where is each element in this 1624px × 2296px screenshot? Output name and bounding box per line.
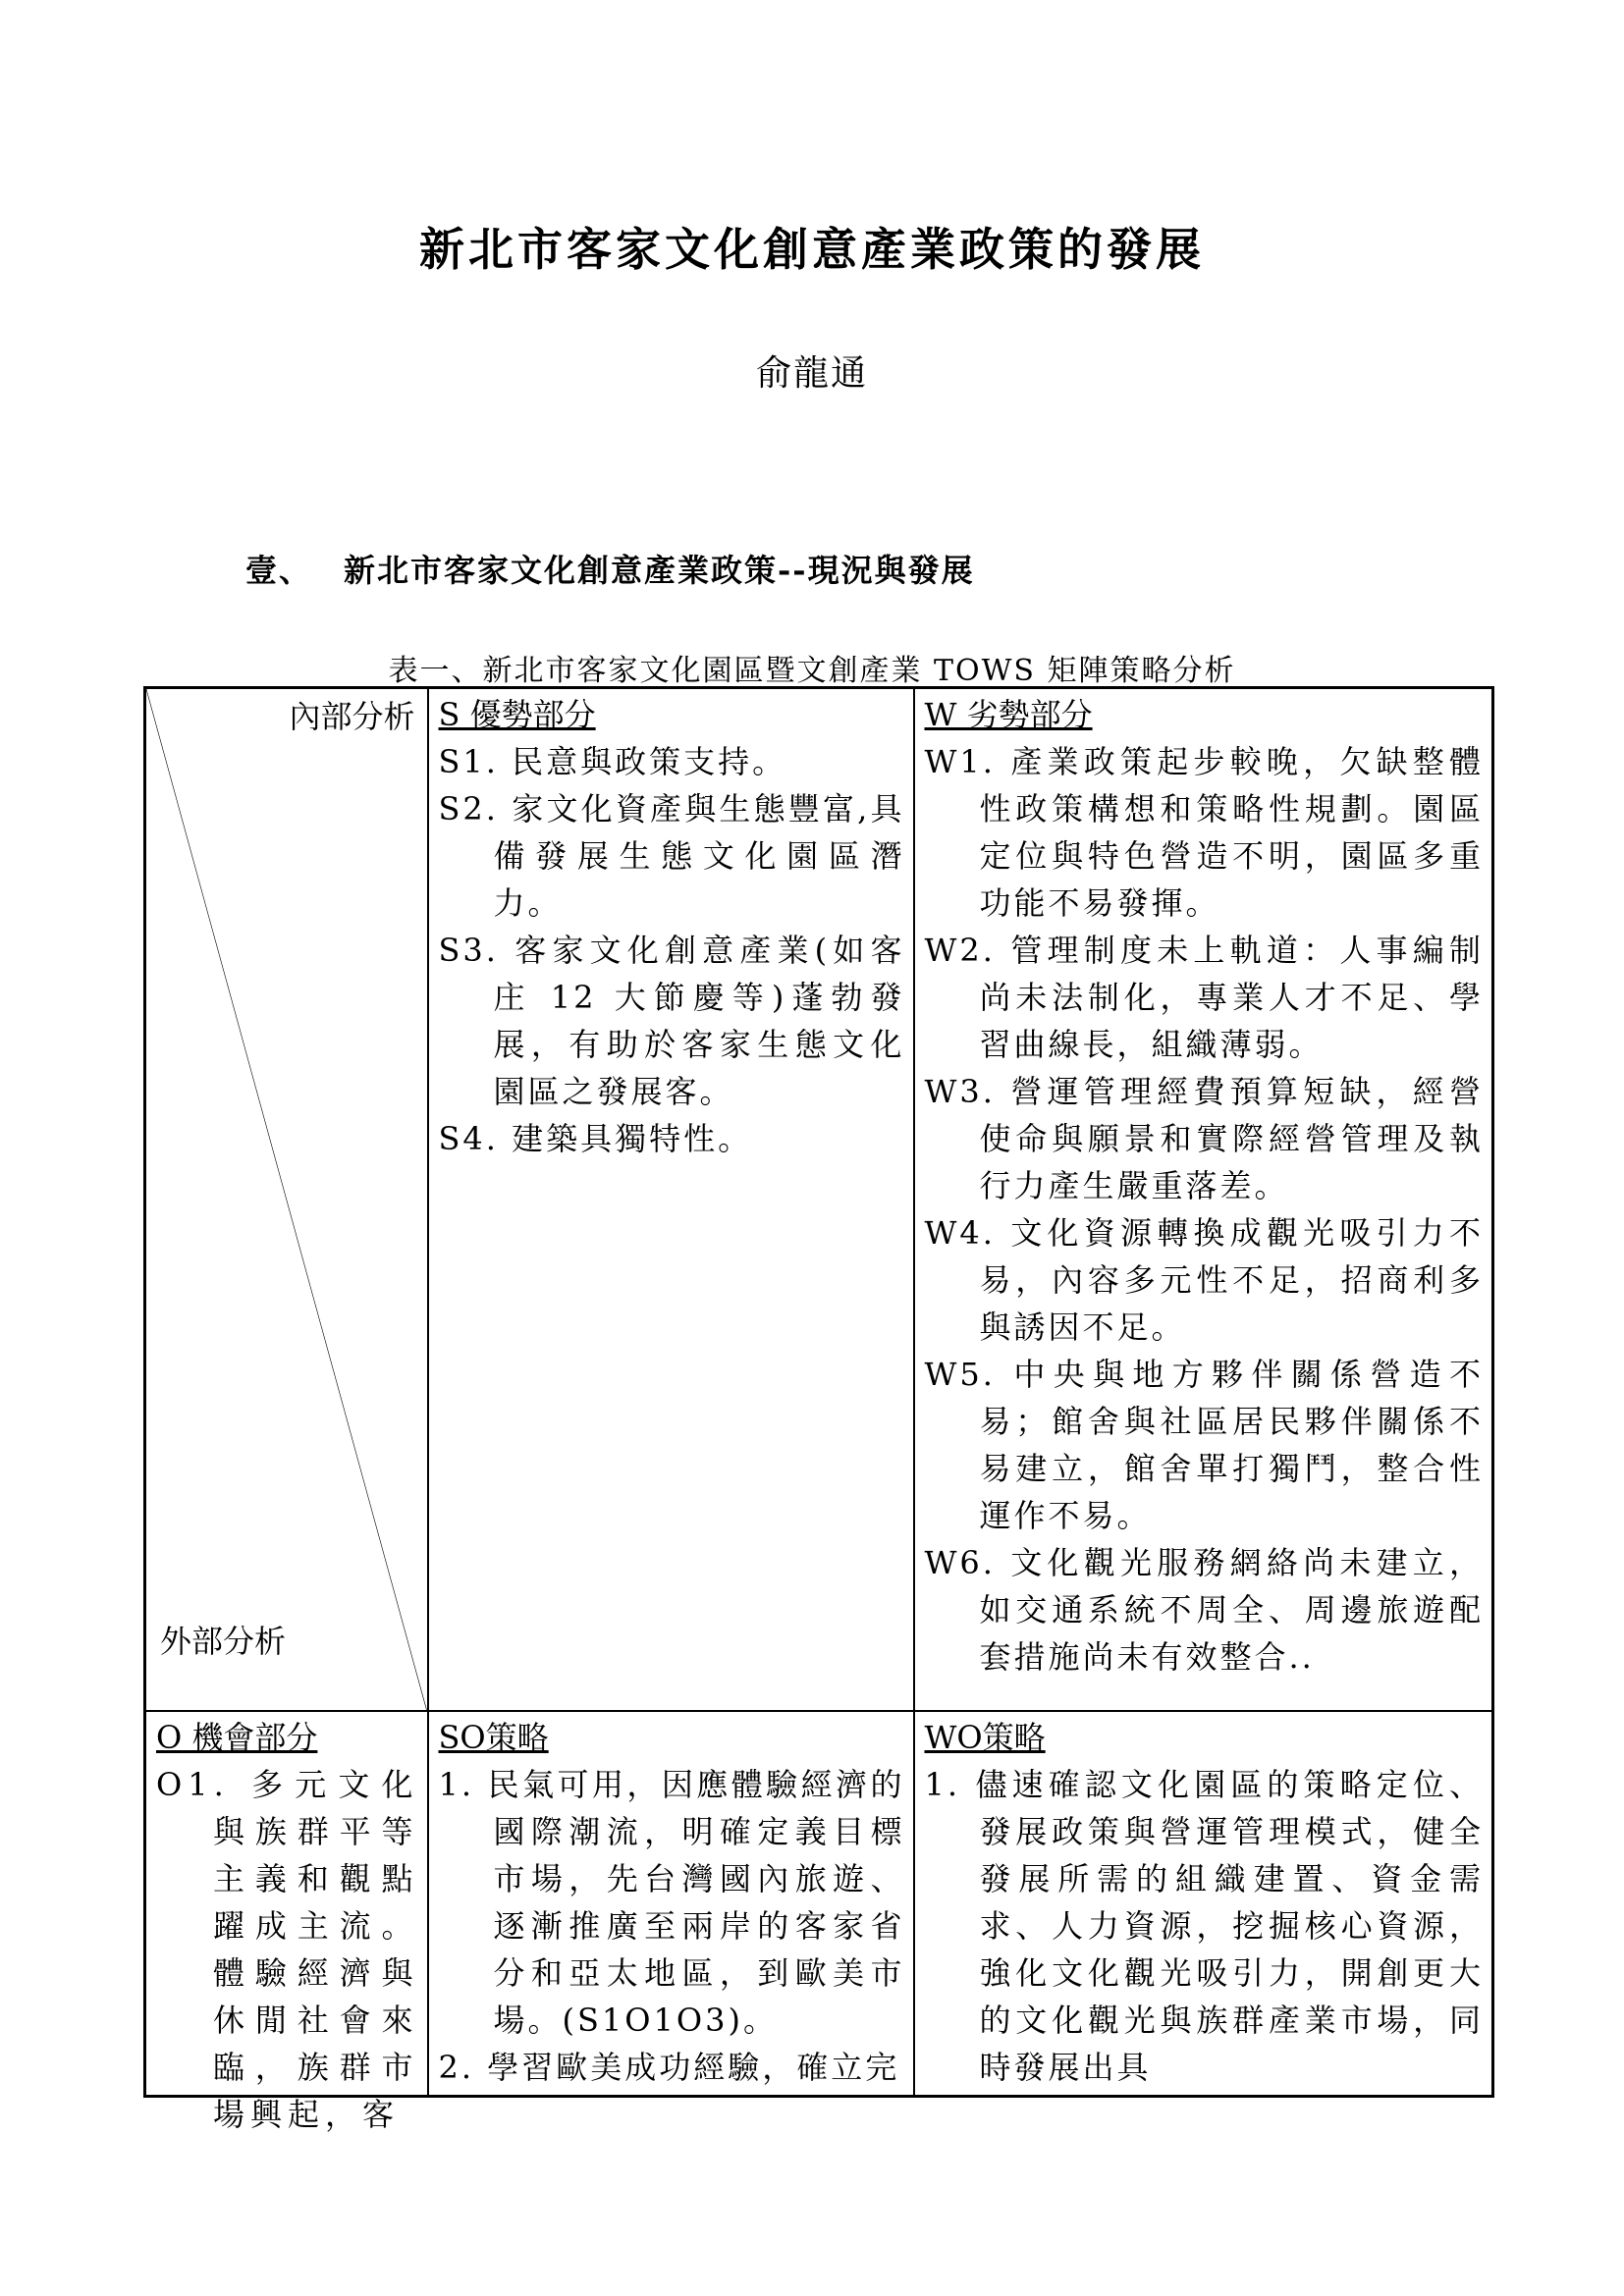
list-item: W1. 產業政策起步較晚，欠缺整體性政策構想和策略性規劃。園區定位與特色營造不明，園區多重功能不易發揮。 <box>924 743 1484 922</box>
list-item: S1. 民意與政策支持。 <box>438 743 787 780</box>
list-item: 1. 民氣可用，因應體驗經濟的國際潮流，明確定義目標市場，先台灣國內旅遊、逐漸推廣至兩岸的客家省分和亞太地區，到歐美市場。(S1O1O3)。 <box>438 1766 905 2039</box>
table-row <box>145 1711 1493 2097</box>
so-strategy-header: SO策略 <box>438 1719 549 1756</box>
strengths-cell <box>428 688 914 1712</box>
list-item: W4. 文化資源轉換成觀光吸引力不易，內容多元性不足，招商利多與誘因不足。 <box>924 1214 1484 1346</box>
table-row <box>145 688 1493 1712</box>
section-title: 新北市客家文化創意產業政策--現況與發展 <box>344 552 975 589</box>
list-item: 1. 儘速確認文化園區的策略定位、發展政策與營運管理模式，健全發展所需的組織建置、資金需求、人力資源，挖掘核心資源，強化文化觀光吸引力，開創更大的文化觀光與族群產業市場，同時發展出具 <box>924 1766 1484 2086</box>
corner-cell <box>145 688 428 1712</box>
tows-matrix-table <box>143 686 1494 2133</box>
list-item: S3. 客家文化創意產業(如客庄 12 大節慶等)蓬勃發展，有助於客家生態文化園區之發展客。 <box>438 932 905 1110</box>
list-item: O1. 多元文化與族群平等主義和觀點躍成主流。體驗經濟與休閒社會來臨，族群市場興起，客 <box>156 1766 419 2133</box>
list-item: W5. 中央與地方夥伴關係營造不易；館舍與社區居民夥伴關係不易建立，館舍單打獨鬥，整合性運作不易。 <box>924 1356 1484 1534</box>
weaknesses-cell <box>914 688 1493 1712</box>
list-item: S2. 家文化資產與生態豐富,具備發展生態文化園區潛力。 <box>438 790 905 922</box>
section-number: 壹、 <box>245 552 313 589</box>
diagonal-divider <box>146 689 427 1710</box>
external-analysis-label: 外部分析 <box>160 1623 287 1660</box>
opportunities-cell <box>145 1711 428 2133</box>
wo-strategy-header: WO策略 <box>924 1719 1046 1756</box>
document-title: 新北市客家文化創意產業政策的發展 <box>419 223 1205 276</box>
internal-analysis-label: 內部分析 <box>289 698 415 735</box>
list-item: 2. 學習歐美成功經驗，確立完 <box>438 2049 900 2086</box>
list-item: W2. 管理制度未上軌道：人事編制尚未法制化，專業人才不足、學習曲線長，組織薄弱。 <box>924 932 1484 1063</box>
list-item: W3. 營運管理經費預算短缺，經營使命與願景和實際經營管理及執行力產生嚴重落差。 <box>924 1073 1484 1204</box>
section-heading <box>245 546 975 591</box>
table-caption: 表一、新北市客家文化園區暨文創產業 TOWS 矩陣策略分析 <box>388 654 1236 688</box>
list-item: W6. 文化觀光服務網絡尚未建立，如交通系統不周全、周邊旅遊配套措施尚未有效整合.. <box>924 1544 1484 1676</box>
weaknesses-header: W 劣勢部分 <box>924 696 1093 733</box>
strengths-header: S 優勢部分 <box>438 696 596 733</box>
author-name: 俞龍通 <box>755 353 868 394</box>
list-item: S4. 建築具獨特性。 <box>438 1120 753 1157</box>
so-strategy-cell <box>428 1711 914 2097</box>
opportunities-header: O 機會部分 <box>156 1719 318 1756</box>
wo-strategy-cell <box>914 1711 1493 2097</box>
